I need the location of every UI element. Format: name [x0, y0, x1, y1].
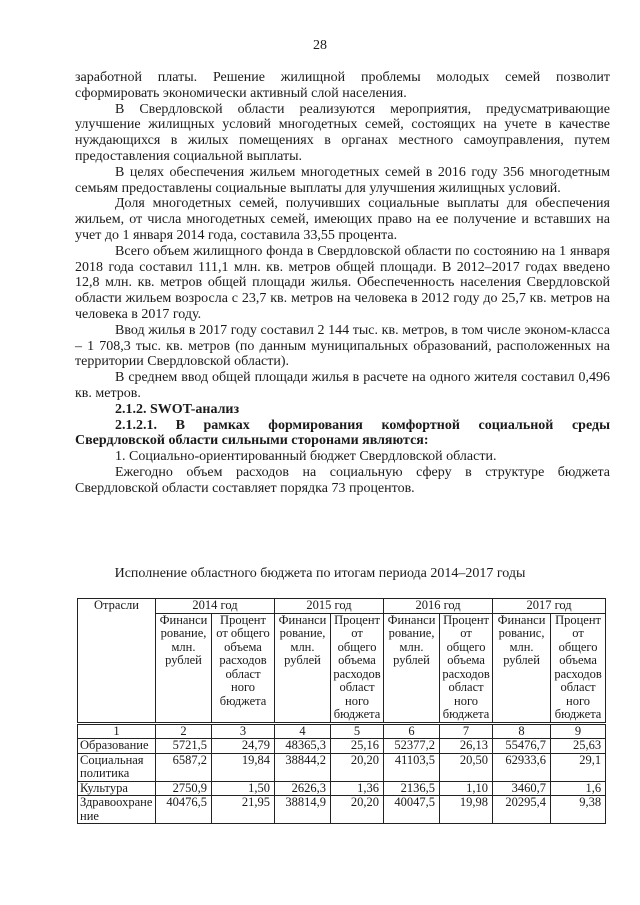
subheader-percent: Процент от общего объема расходов област ного бюджета — [331, 613, 384, 723]
cell-value: 20,20 — [331, 753, 384, 781]
cell-value: 38844,2 — [275, 753, 331, 781]
cell-value: 1,6 — [551, 781, 606, 796]
cell-value: 2626,3 — [275, 781, 331, 796]
cell-value: 20295,4 — [493, 796, 551, 824]
cell-value: 52377,2 — [384, 739, 440, 754]
column-number: 5 — [331, 723, 384, 739]
cell-value: 20,20 — [331, 796, 384, 824]
subsection-heading: 2.1.2.1. В рамках формирования комфортной социальной среды Свердловской области сильными сторонами являются: — [75, 417, 610, 449]
table-row — [78, 781, 606, 796]
paragraph: Всего объем жилищного фонда в Свердловской области по состоянию на 1 января 2018 года составил 111,1 млн. кв. метров общей площади. В 2012–2017 годах введено 12,8 млн. кв. метров общей площади жилья. Обеспеченность населения Свердловской области жильем возросла с 23,7 кв. метров на человека в 2012 году до 25,7 кв. метров на человека в 2017 году. — [75, 243, 610, 322]
cell-value: 21,95 — [212, 796, 275, 824]
column-number: 1 — [78, 723, 156, 739]
column-number-row — [78, 723, 606, 739]
page-number: 28 — [313, 38, 327, 53]
cell-value: 2750,9 — [156, 781, 212, 796]
row-sector: Образование — [78, 739, 156, 754]
cell-value: 40476,5 — [156, 796, 212, 824]
paragraph: Доля многодетных семей, получивших социальные выплаты для обеспечения жильем, от числа многодетных семей, имеющих право на ее получение и вставших на учет до 1 января 2014 года, составила 33,55 процента. — [75, 196, 610, 243]
paragraph: Ежегодно объем расходов на социальную сферу в структуре бюджета Свердловской области составляет порядка 73 процентов. — [75, 464, 610, 496]
column-number: 6 — [384, 723, 440, 739]
table-row — [78, 796, 606, 824]
header-year: 2015 год — [275, 599, 384, 614]
cell-value: 55476,7 — [493, 739, 551, 754]
paragraph: В целях обеспечения жильем многодетных семей в 2016 году 356 многодетным семьям предоставлены социальные выплаты для улучшения жилищных условий. — [75, 164, 610, 196]
header-year: 2017 год — [493, 599, 606, 614]
cell-value: 9,38 — [551, 796, 606, 824]
column-number: 4 — [275, 723, 331, 739]
row-sector: Социальная политика — [78, 753, 156, 781]
cell-value: 19,84 — [212, 753, 275, 781]
cell-value: 40047,5 — [384, 796, 440, 824]
cell-value: 48365,3 — [275, 739, 331, 754]
body-text — [75, 70, 610, 497]
cell-value: 3460,7 — [493, 781, 551, 796]
subheader-percent: Процент от общего объема расходов област ного бюджета — [440, 613, 493, 723]
section-heading: 2.1.2. SWOT-анализ — [115, 401, 240, 417]
cell-value: 41103,5 — [384, 753, 440, 781]
cell-value: 20,50 — [440, 753, 493, 781]
cell-value: 24,79 — [212, 739, 275, 754]
cell-value: 6587,2 — [156, 753, 212, 781]
cell-value: 26,13 — [440, 739, 493, 754]
paragraph: В среднем ввод общей площади жилья в расчете на одного жителя составил 0,496 кв. метров. — [75, 370, 610, 401]
cell-value: 29,1 — [551, 753, 606, 781]
budget-table — [77, 598, 606, 824]
row-sector: Здравоохране ние — [78, 796, 156, 824]
column-number: 7 — [440, 723, 493, 739]
cell-value: 5721,5 — [156, 739, 212, 754]
row-sector: Культура — [78, 781, 156, 796]
cell-value: 19,98 — [440, 796, 493, 824]
cell-value: 1,36 — [331, 781, 384, 796]
cell-value: 25,63 — [551, 739, 606, 754]
column-number: 9 — [551, 723, 606, 739]
column-number: 3 — [212, 723, 275, 739]
header-sector: Отрасли — [78, 599, 156, 724]
cell-value: 38814,9 — [275, 796, 331, 824]
subheader-financing: Финанси рование, млн. рублей — [156, 613, 212, 723]
subheader-percent: Процент от общего объема расходов област ного бюджета — [212, 613, 275, 723]
table-header-row — [78, 599, 606, 614]
cell-value: 62933,6 — [493, 753, 551, 781]
table-row — [78, 753, 606, 781]
cell-value: 25,16 — [331, 739, 384, 754]
subheader-financing: Финанси рование, млн. рублей — [384, 613, 440, 723]
subheader-financing: Финанси рованис, млн. рублей — [493, 613, 551, 723]
table-row — [78, 739, 606, 754]
cell-value: 1,10 — [440, 781, 493, 796]
cell-value: 1,50 — [212, 781, 275, 796]
table-subheader-row — [78, 613, 606, 723]
paragraph: Ввод жилья в 2017 году составил 2 144 тыс. кв. метров, в том числе эконом-класса – 1 708,3 тыс. кв. метров (по данным муниципальных образований, расположенных на территории Свердловской области). — [75, 322, 610, 370]
paragraph: В Свердловской области реализуются мероприятия, предусматривающие улучшение жилищных условий многодетных семей, состоящих на учете в качестве нуждающихся в жилых помещениях в органах местного самоуправления, путем предоставления социальной выплаты. — [75, 101, 610, 164]
cell-value: 2136,5 — [384, 781, 440, 796]
subheader-percent: Процент от общего объема расходов област ного бюджета — [551, 613, 606, 723]
table-caption: Исполнение областного бюджета по итогам периода 2014–2017 годы — [114, 566, 526, 581]
paragraph: заработной платы. Решение жилищной проблемы молодых семей позволит сформировать экономически активный слой населения. — [75, 70, 610, 101]
column-number: 8 — [493, 723, 551, 739]
column-number: 2 — [156, 723, 212, 739]
list-item: 1. Социально-ориентированный бюджет Свердловской области. — [115, 449, 497, 465]
header-year: 2014 год — [156, 599, 275, 614]
subheader-financing: Финанси рование, млн. рублей — [275, 613, 331, 723]
header-year: 2016 год — [384, 599, 493, 614]
